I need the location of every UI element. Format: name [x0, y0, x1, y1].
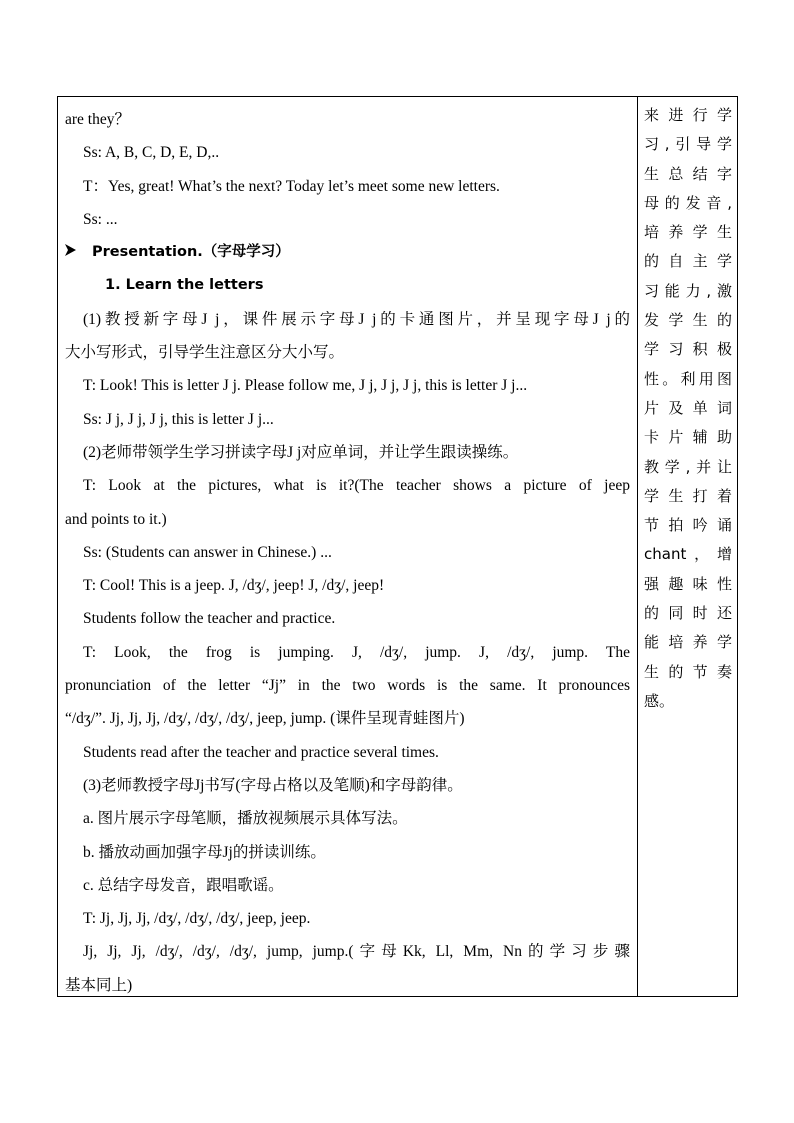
- text-line: Ss: ...: [83, 210, 118, 228]
- side-text-line: 教学,并让: [644, 457, 732, 476]
- side-text-line: 习,引导学: [644, 135, 732, 154]
- side-text-line: 学习积极: [644, 340, 732, 359]
- side-text-line: 培养学生: [644, 223, 732, 242]
- text-line: Ss: J j, J j, J j, this is letter J j...: [83, 410, 274, 428]
- subsection-heading: 1. Learn the letters: [105, 277, 264, 294]
- text-line: a. 图片展示字母笔顺，播放视频展示具体写法。: [83, 810, 408, 828]
- side-text-line: chant，增: [644, 545, 732, 564]
- column-divider: [637, 97, 638, 996]
- text-line: 基本同上): [65, 976, 133, 994]
- text-line: Students read after the teacher and practice several times.: [83, 743, 439, 761]
- lesson-table: [57, 96, 738, 997]
- side-text-line: 学生打着: [644, 486, 732, 505]
- design-intent-cell: [644, 101, 732, 716]
- side-text-line: 卡片辅助: [644, 428, 732, 447]
- side-text-line: 生的节奏: [644, 662, 732, 681]
- text-line: (3)老师教授字母Jj书写(字母占格以及笔顺)和字母韵律。: [83, 776, 463, 794]
- text-line: T：Yes, great! What’s the next? Today let’s meet some new letters.: [83, 177, 500, 195]
- text-line: T: Cool! This is a jeep. J, /dʒ/, jeep! J, /dʒ/, jeep!: [83, 577, 385, 595]
- side-text-line: 习能力,激: [644, 281, 732, 300]
- text-line: Ss: (Students can answer in Chinese.) ...: [83, 543, 332, 561]
- text-line: c. 总结字母发音，跟唱歌谣。: [83, 876, 284, 894]
- text-line: Students follow the teacher and practice.: [83, 610, 336, 628]
- text-line: are they？: [65, 111, 130, 128]
- text-line: T: Look! This is letter J j. Please follow me, J j, J j, J j, this is letter J j...: [83, 377, 528, 395]
- section-heading-text: Presentation.（字母学习）: [92, 244, 290, 261]
- text-line: b. 播放动画加强字母Jj的拼读训练。: [83, 843, 326, 861]
- text-line: 大小写形式，引导学生注意区分大小写。: [65, 344, 345, 362]
- side-text-line: 母的发音,: [644, 193, 732, 212]
- text-line: T: Jj, Jj, Jj, /dʒ/, /dʒ/, /dʒ/, jeep, jeep.: [83, 910, 311, 928]
- side-text-line: 的同时还: [644, 604, 732, 623]
- text-line: (1)教授新字母J j，课件展示字母J j的卡通图片，并呈现字母J j的: [83, 310, 630, 328]
- text-line: and points to it.): [65, 510, 167, 528]
- text-line: Ss: A, B, C, D, E, D,..: [83, 144, 220, 162]
- text-line: pronunciation of the letter “Jj” in the two words is the same. It pronounces: [65, 677, 630, 695]
- side-text-line: 感。: [644, 691, 675, 710]
- text-line: T: Look at the pictures, what is it?(The teacher shows a picture of jeep: [83, 477, 630, 495]
- teaching-process-cell: [65, 103, 630, 1002]
- text-line: T: Look, the frog is jumping. J, /dʒ/, jump. J, /dʒ/, jump. The: [83, 643, 630, 661]
- side-text-line: 生总结字: [644, 164, 732, 183]
- arrowhead-bullet-icon: [65, 236, 92, 269]
- side-text-line: 发学生的: [644, 311, 732, 330]
- side-text-line: 来进行学: [644, 106, 732, 124]
- side-text-line: 能培养学: [644, 633, 732, 652]
- text-line: (2)老师带领学生学习拼读字母J j对应单词，并让学生跟读操练。: [83, 443, 519, 461]
- side-text-line: 的自主学: [644, 252, 732, 271]
- text-line: Jj, Jj, Jj, /dʒ/, /dʒ/, /dʒ/, jump, jump.(字母Kk, Ll, Mm, Nn的学习步骤: [83, 943, 630, 961]
- side-text-line: 性。利用图: [644, 369, 732, 388]
- side-text-line: 强趣味性: [644, 574, 732, 593]
- side-text-line: 节拍吟诵: [644, 516, 732, 535]
- side-text-line: 片及单词: [644, 398, 732, 417]
- text-line: “/dʒ/”. Jj, Jj, Jj, /dʒ/, /dʒ/, /dʒ/, jeep, jump. (课件呈现青蛙图片): [65, 710, 465, 728]
- section-heading: [65, 236, 630, 269]
